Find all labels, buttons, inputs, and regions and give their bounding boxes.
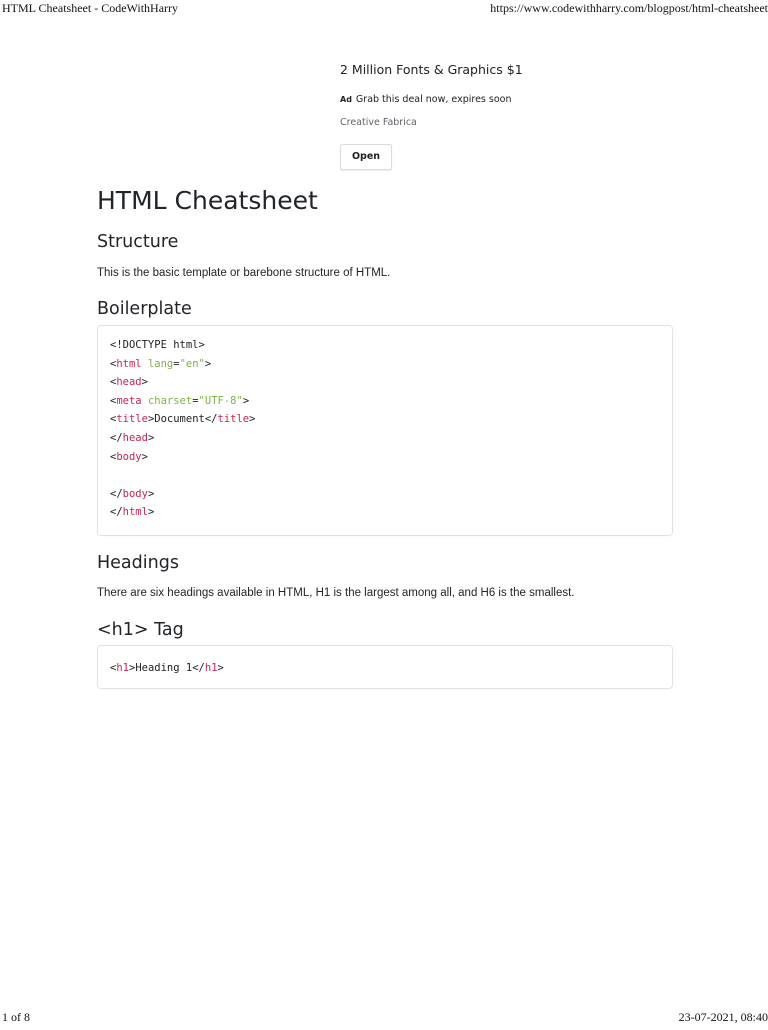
print-header [0,1,768,21]
code-val-charset: "UTF-8" [198,394,243,407]
code-tag-title-close: title [217,413,250,426]
ad-advertiser: Creative Fabrica [340,117,417,128]
print-footer [0,1010,768,1030]
h1-code-clip [98,646,672,676]
ad-open-button[interactable]: Open [340,144,392,170]
page-title: HTML Cheatsheet [97,186,318,215]
code-tag-title-open: title [116,413,148,426]
ad-banner[interactable] [340,62,523,170]
code-tag-head: head [116,376,142,389]
h1-tag-heading: <h1> Tag [97,620,184,640]
headings-text: There are six headings available in HTML, H1 is the largest among all, and H6 is the smallest. [97,587,575,599]
code-tag-h1-close: h1 [204,662,218,674]
code-tag-body: body [116,450,142,463]
headings-heading: Headings [97,553,179,573]
code-tag-meta: meta [116,394,142,407]
ad-badge: Ad [340,95,352,104]
ad-description-row [340,94,510,105]
structure-heading: Structure [97,232,179,252]
structure-text: This is the basic template or barebone structure of HTML. [97,267,391,279]
code-val-lang: "en" [179,357,205,370]
print-page-url: https://www.codewithharry.com/blogpost/html-cheatsheet [490,1,768,15]
boilerplate-heading: Boilerplate [97,299,192,319]
code-tag-html: html [116,357,142,370]
print-page-title: HTML Cheatsheet - CodeWithHarry [2,1,179,15]
print-page-number: 1 of 8 [2,1010,30,1024]
ad-title[interactable]: 2 Million Fonts & Graphics $1 [340,62,523,77]
boilerplate-code-block[interactable] [97,325,673,536]
code-tag-head-close: head [122,431,148,444]
code-title-text: Document [154,413,205,426]
boilerplate-code: <!DOCTYPE html> <html lang="en"> <head> <meta charset="UTF-8"> <title>Document</title> </head> <body> </body> </html> [110,339,256,519]
h1-code-block[interactable] [97,645,673,689]
h1-code: <h1>Heading 1</h1> [110,662,224,674]
code-attr-charset: charset [147,394,193,407]
code-tag-html-close: html [122,506,148,519]
code-h1-text: Heading 1 [135,662,193,674]
code-tag-h1-open: h1 [116,662,129,674]
print-datetime: 23-07-2021, 08:40 [678,1010,768,1024]
code-attr-lang: lang [147,357,174,370]
code-tag-body-close: body [122,487,148,500]
ad-description: Grab this deal now, expires soon [355,94,512,105]
code-doctype: <!DOCTYPE html> [110,339,205,351]
